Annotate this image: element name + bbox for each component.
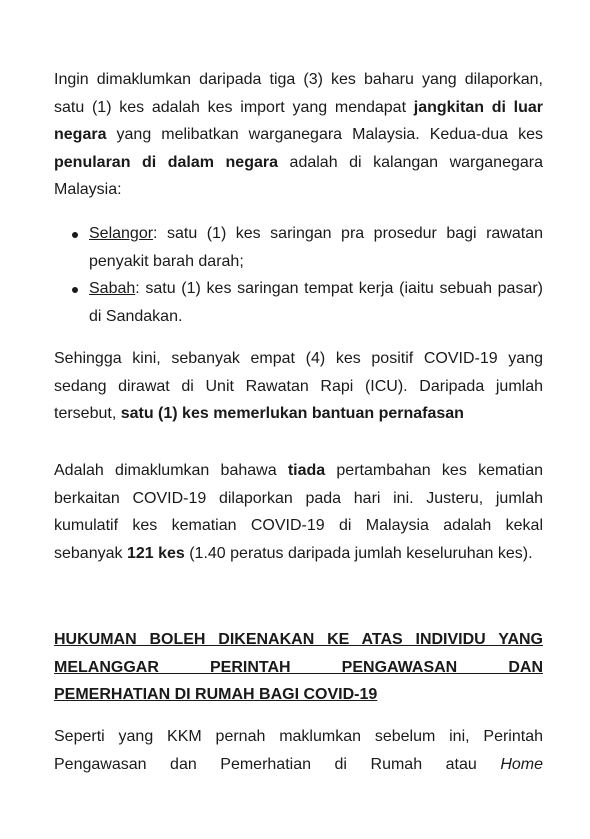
bullet-text: : satu (1) kes saringan tempat kerja (iaitu sebuah pasar) di Sandakan. [89,280,543,325]
p3-text-2: pertambahan kes kematian berkaitan COVID-19 dilaporkan pada hari ini. Justeru, jumlah kumulatif kes kematian COVID-19 di Malaysia adalah kekal sebanyak [54,462,543,562]
p3-bold-2: 121 kes [126,544,185,562]
heading-line-1: HUKUMAN BOLEH DIKENAKAN KE ATAS INDIVIDU YANG [54,631,543,648]
heading-line-2: MELANGGAR PERINTAH PENGAWASAN DAN [54,658,543,676]
p3-text-1: Adalah dimaklumkan bahawa [54,462,288,479]
paragraph-new-cases [54,66,543,204]
section-heading [54,626,543,709]
paragraph-home-order [54,723,543,778]
list-item [54,275,543,330]
case-list [54,220,543,330]
p1-bold-2: penularan di dalam negara [54,153,279,171]
paragraph-icu [54,345,543,428]
bullet-text: : satu (1) kes saringan pra prosedur bagi rawatan penyakit barah darah; [89,225,543,270]
bullet-icon [72,287,78,293]
p3-text-3: (1.40 peratus daripada jumlah keseluruhan kes). [184,544,533,562]
p4-italic-1: Home [500,755,543,773]
list-item [54,220,543,275]
p1-text-2: yang melibatkan warganegara Malaysia. Kedua-dua kes [106,126,543,143]
p2-bold-1: satu (1) kes memerlukan bantuan pernafasan [120,405,464,422]
p1-text-3: adalah di kalangan warganegara Malaysia: [54,153,544,198]
bullet-icon [72,232,78,238]
p4-text-1: Seperti yang KKM pernah maklumkan sebelum ini, Perintah Pengawasan dan Pemerhatian di Rumah atau [54,728,543,773]
bullet-place: Selangor [89,225,154,242]
paragraph-deaths [54,457,543,567]
bullet-place: Sabah [89,280,136,297]
p2-text-1: Sehingga kini, sebanyak empat (4) kes positif COVID-19 yang sedang dirawat di Unit Rawatan Rapi (ICU). Daripada jumlah tersebut, [54,350,543,422]
p1-text-1: Ingin dimaklumkan daripada tiga (3) kes baharu yang dilaporkan, satu (1) kes adalah kes import yang mendapat [54,71,543,116]
p1-bold-1: jangkitan di luar negara [54,98,544,143]
heading-line-3: PEMERHATIAN DI RUMAH BAGI COVID-19 [54,686,378,703]
p3-bold-1: tiada [287,462,326,479]
